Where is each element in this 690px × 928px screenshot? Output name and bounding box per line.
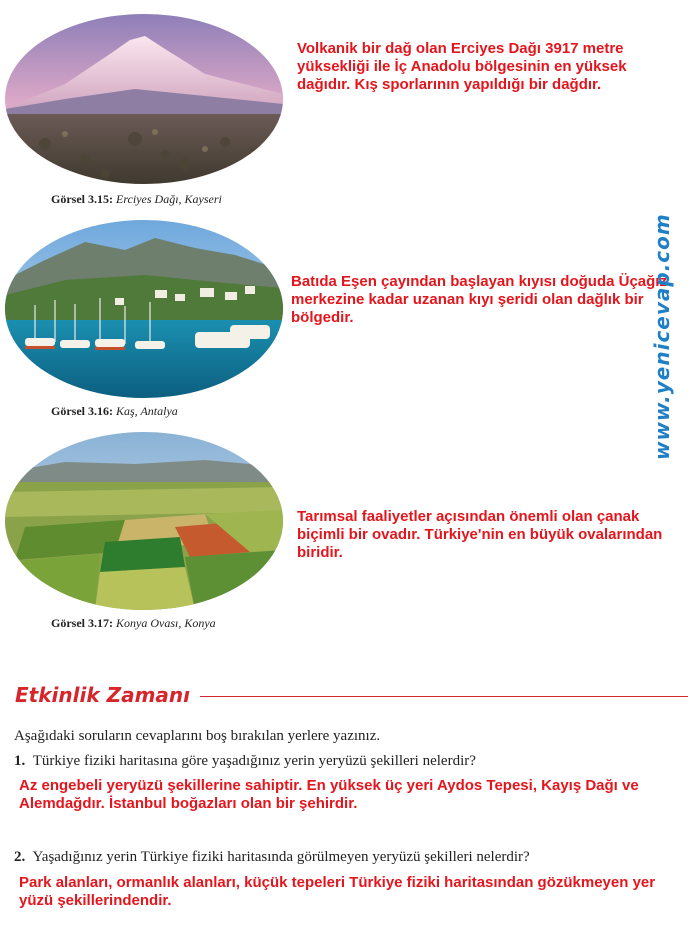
question-number: 2. <box>14 849 26 865</box>
question-text: Yaşadığınız yerin Türkiye fiziki haritasında görülmeyen yeryüzü şekilleri nelerdir? <box>32 849 530 865</box>
question-text: Türkiye fiziki haritasına göre yaşadığınız yerin yeryüzü şekilleri nelerdir? <box>32 753 476 769</box>
figure-caption <box>51 616 216 631</box>
figure-caption-text: Kaş, Antalya <box>116 404 178 418</box>
section-divider <box>200 696 688 697</box>
figure-answer: Batıda Eşen çayından başlayan kıyısı doğuda Üçağız merkezine kadar uzanan kıyı şeridi olan dağlık bir bölgedir. <box>291 273 667 326</box>
figure-caption <box>51 404 178 419</box>
question <box>14 753 476 770</box>
section-title: Etkinlik Zamanı <box>15 683 191 707</box>
instruction: Aşağıdaki soruların cevaplarını boş bırakılan yerlere yazınız. <box>14 728 381 744</box>
figure-caption-text: Erciyes Dağı, Kayseri <box>116 192 222 206</box>
figure-label: Görsel 3.15: <box>51 192 113 206</box>
harbor-photo <box>5 220 283 398</box>
figure-caption-text: Konya Ovası, Konya <box>116 616 216 630</box>
question <box>14 849 530 866</box>
question-answer: Park alanları, ormanlık alanları, küçük tepeleri Türkiye fiziki haritasından gözükmeyen yer yüzü şekillerindendir. <box>19 874 656 909</box>
figure-caption <box>51 192 222 207</box>
watermark: www.yenicevap.com <box>650 213 674 460</box>
plain-photo <box>5 432 283 610</box>
figure-label: Görsel 3.17: <box>51 616 113 630</box>
question-answer: Az engebeli yeryüzü şekillerine sahiptir. En yüksek üç yeri Aydos Tepesi, Kayış Dağı ve Alemdağdır. İstanbul boğazları olan bir şehirdir. <box>19 777 639 812</box>
figure-answer: Tarımsal faaliyetler açısından önemli olan çanak biçimli bir ovadır. Türkiye'nin en büyük ovalarından biridir. <box>297 508 663 561</box>
figure-label: Görsel 3.16: <box>51 404 113 418</box>
mountain-photo <box>5 14 283 184</box>
question-number: 1. <box>14 753 26 769</box>
figure-answer: Volkanik bir dağ olan Erciyes Dağı 3917 metre yüksekliği ile İç Anadolu bölgesinin en yüksek dağıdır. Kış sporlarının yapıldığı bir dağdır. <box>297 40 627 93</box>
